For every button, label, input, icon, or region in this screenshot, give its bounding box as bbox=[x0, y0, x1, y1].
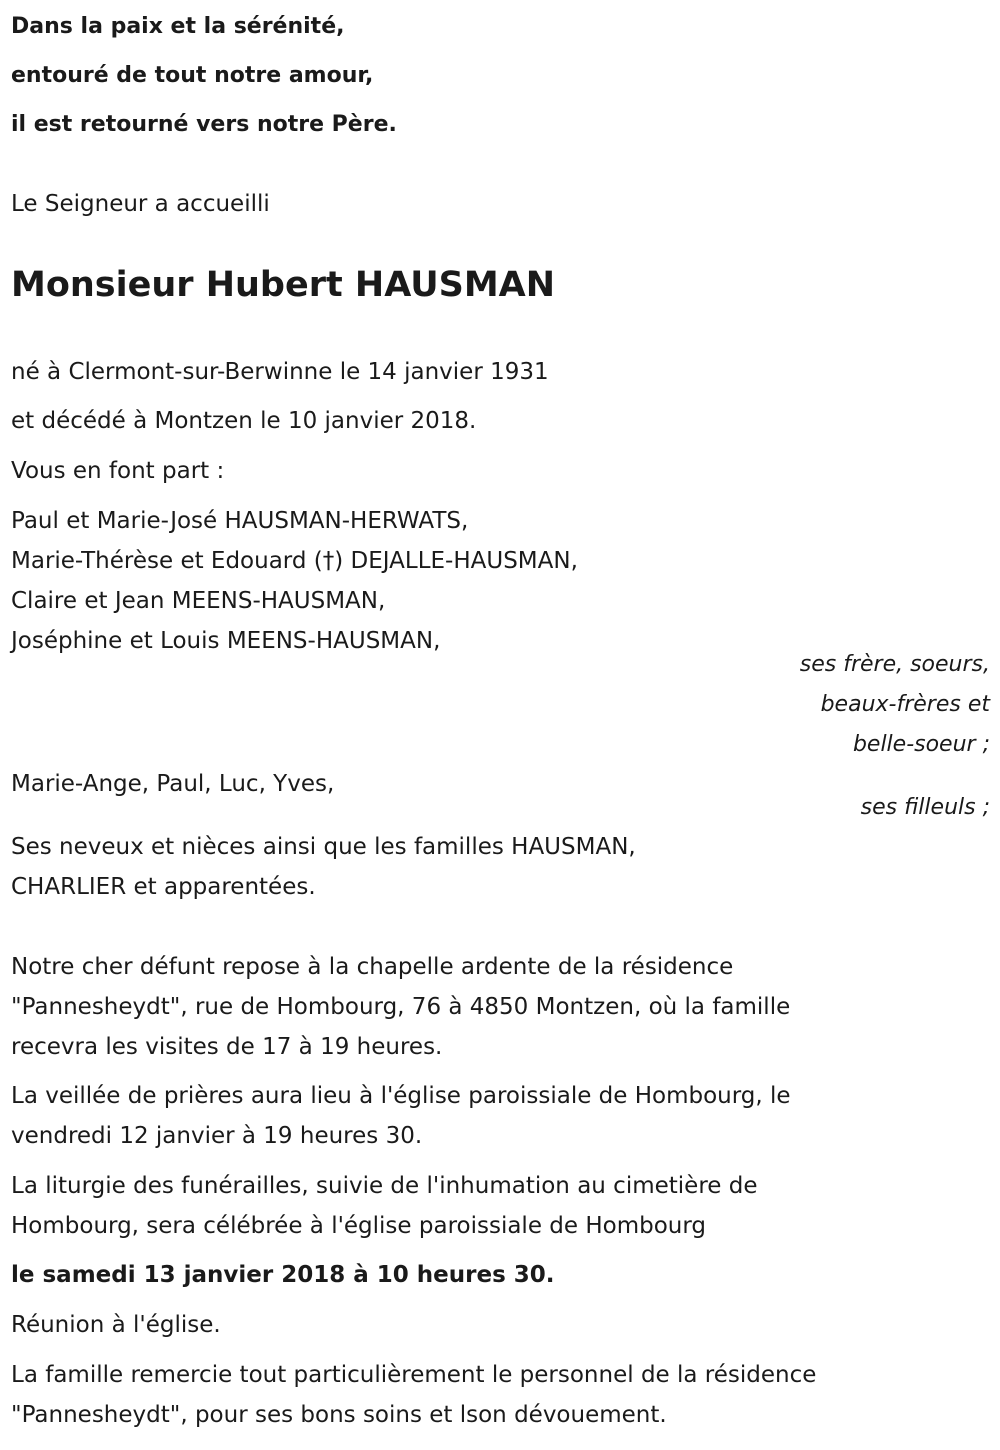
thanks-line: "Pannesheydt", pour ses bons soins et lson dévouement. bbox=[11, 1402, 667, 1428]
intro-line-3: il est retourné vers notre Père. bbox=[11, 112, 397, 137]
birth-line: né à Clermont-sur-Berwinne le 14 janvier 1931 bbox=[11, 359, 549, 385]
visitation-line: recevra les visites de 17 à 19 heures. bbox=[11, 1034, 443, 1060]
sibling-line: Marie-Thérèse et Edouard (†) DEJALLE-HAUSMAN, bbox=[11, 548, 578, 574]
siblings-relation-line: beaux-frères et bbox=[820, 692, 990, 717]
siblings-relation-line: ses frère, soeurs, bbox=[799, 652, 990, 677]
announcement: Le Seigneur a accueilli bbox=[11, 191, 270, 217]
funeral-line: La liturgie des funérailles, suivie de l'inhumation au cimetière de bbox=[11, 1173, 758, 1199]
relatives-line: CHARLIER et apparentées. bbox=[11, 874, 316, 900]
intro-line-1: Dans la paix et la sérénité, bbox=[11, 14, 345, 39]
funeral-line: Hombourg, sera célébrée à l'église paroissiale de Hombourg bbox=[11, 1213, 707, 1239]
siblings-relation-line: belle-soeur ; bbox=[852, 732, 990, 757]
vigil-line: vendredi 12 janvier à 19 heures 30. bbox=[11, 1123, 423, 1149]
relatives-line: Ses neveux et nièces ainsi que les familles HAUSMAN, bbox=[11, 834, 636, 860]
funeral-date: le samedi 13 janvier 2018 à 10 heures 30. bbox=[11, 1262, 555, 1288]
thanks-line: La famille remercie tout particulièrement le personnel de la résidence bbox=[11, 1362, 817, 1388]
death-line: et décédé à Montzen le 10 janvier 2018. bbox=[11, 408, 477, 434]
vigil-line: La veillée de prières aura lieu à l'église paroissiale de Hombourg, le bbox=[11, 1083, 791, 1109]
sibling-line: Paul et Marie-José HAUSMAN-HERWATS, bbox=[11, 508, 469, 534]
visitation-line: "Pannesheydt", rue de Hombourg, 76 à 4850 Montzen, où la famille bbox=[11, 994, 791, 1020]
godchildren: Marie-Ange, Paul, Luc, Yves, bbox=[11, 771, 335, 797]
meeting: Réunion à l'église. bbox=[11, 1312, 221, 1338]
sibling-line: Joséphine et Louis MEENS-HAUSMAN, bbox=[11, 628, 441, 654]
notice-intro: Vous en font part : bbox=[11, 458, 225, 484]
godchildren-relation: ses filleuls ; bbox=[860, 795, 990, 820]
deceased-name: Monsieur Hubert HAUSMAN bbox=[11, 265, 556, 305]
intro-line-2: entouré de tout notre amour, bbox=[11, 63, 374, 88]
sibling-line: Claire et Jean MEENS-HAUSMAN, bbox=[11, 588, 386, 614]
visitation-line: Notre cher défunt repose à la chapelle ardente de la résidence bbox=[11, 954, 734, 980]
